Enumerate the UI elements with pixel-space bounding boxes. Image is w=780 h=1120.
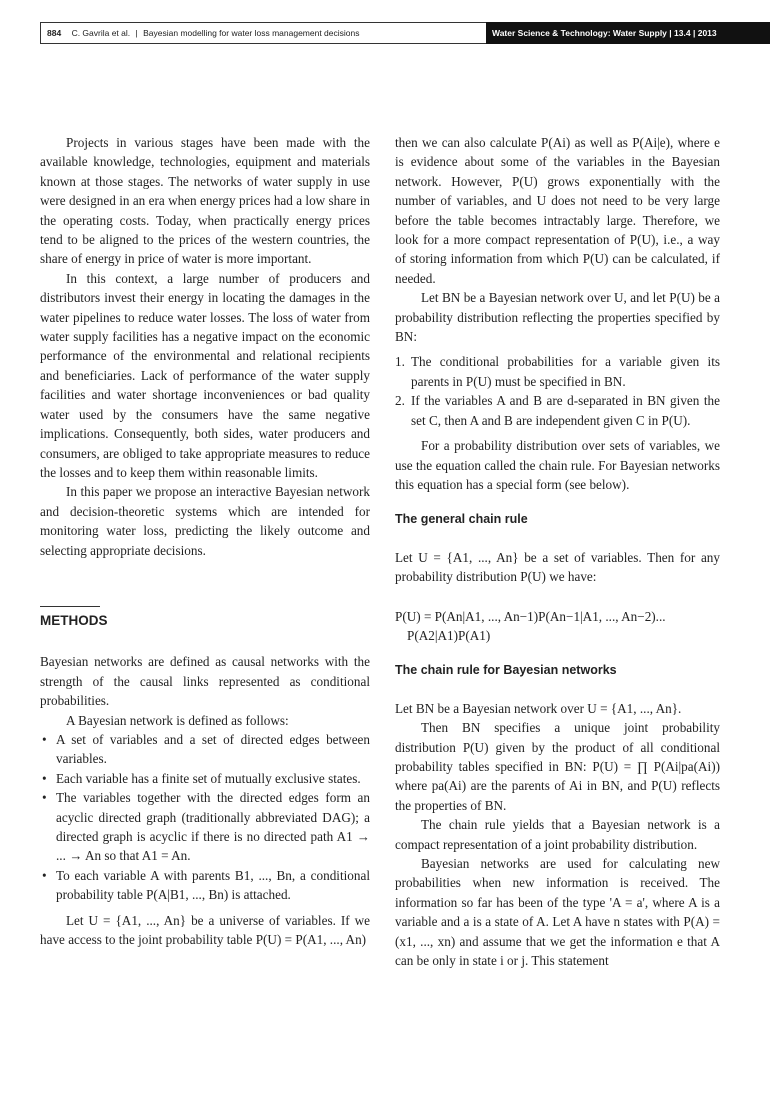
right-paragraph-7: The chain rule yields that a Bayesian network is a compact representation of a joint probability distribution.: [395, 817, 720, 852]
chain-rule-equation-line-1: P(U) = P(An|A1, ..., An−1)P(An−1|A1, ..., An−2)...: [395, 608, 666, 624]
definition-list: [40, 730, 370, 905]
general-chain-rule-heading: The general chain rule: [395, 512, 528, 527]
header-authors: C. Gavrila et al.: [71, 28, 131, 38]
right-paragraph-3: For a probability distribution over sets of variables, we use the equation called the chain rule. For Bayesian networks this equation has a special form (see below).: [395, 438, 720, 492]
left-column: [40, 133, 370, 949]
volume-issue: 13.4: [674, 28, 691, 38]
page-number: 884: [47, 28, 62, 38]
methods-paragraph-3: Let U = {A1, ..., An} be a universe of variables. If we have access to the joint probability table P(U) = P(A1, ..., An): [40, 912, 370, 948]
intro-paragraph-2: In this context, a large number of producers and distributors invest their energy in locating the damages in the water pipelines to reduce water losses. The loss of water from water supply facilities has a negative impact on the economic performance of the environmental and relational recipients and beneficiaries. Lack of performance of the water supply facilities and water shortage inconveniences or bad quality water used by the consumers have the same negative implications. Consequently, both sides, water producers and consumers, are obliged to take appropriate measures to reduce the losses and to keep them within reasonable limits.: [40, 270, 370, 480]
header-short-title: Bayesian modelling for water loss management decisions: [143, 28, 360, 38]
right-paragraph-5: Let BN be a Bayesian network over U = {A1, ..., An}.: [395, 700, 682, 716]
intro-paragraph-3: In this paper we propose an interactive Bayesian network and decision-theoretic systems which are intended for monitoring water loss, predicting the likely outcome and selecting appropriate decisions.: [40, 484, 370, 558]
methods-paragraph-2: A Bayesian network is defined as follows:: [66, 712, 289, 728]
right-column: [395, 133, 720, 970]
section-rule: [40, 606, 100, 607]
journal-banner: Water Science & Technology: Water Supply | 13.4 | 2013: [486, 22, 770, 44]
right-paragraph-8: Bayesian networks are used for calculating new probabilities when new information is received. The information so far has been of the type 'A = a', where A is a variable and a is a state of A. Let A have n states with P(A) = (x1, ..., xn) and assume that we get the information e that A can be only in state i or j. This statement: [395, 856, 720, 969]
bn-chain-rule-heading: The chain rule for Bayesian networks: [395, 663, 617, 678]
list-item: • To each variable A with parents B1, ..., Bn, a conditional probability table P(A|B1, ..., Bn) is attached.: [40, 866, 370, 905]
header-left-box: [40, 22, 486, 44]
list-item: 2. If the variables A and B are d-separated in BN given the set C, then A and B are independent given C in P(U).: [395, 393, 720, 428]
right-paragraph-4: Let U = {A1, ..., An} be a set of variables. Then for any probability distribution P(U) we have:: [395, 549, 720, 585]
right-paragraph-1: then we can also calculate P(Ai) as well as P(Ai|e), where e is evidence about some of the variables in the Bayesian network. However, P(U) grows exponentially with the number of variables, and U does not need to be very large before the table becomes intractably large. Therefore, we look for a more compact representation of P(U), i.e., a way of storing information from which P(U) can be calculated, if needed.: [395, 135, 720, 286]
right-paragraph-2: Let BN be a Bayesian network over U, and let P(U) be a probability distribution reflecting the properties specified by BN:: [395, 290, 720, 345]
chain-rule-equation-line-2: P(A2|A1)P(A1): [407, 627, 491, 643]
journal-name: Water Science & Technology: Water Supply: [492, 28, 667, 38]
list-item: • Each variable has a finite set of mutually exclusive states.: [40, 769, 370, 788]
header-separator: |: [135, 28, 138, 38]
journal-year: 2013: [697, 28, 717, 38]
list-item: • The variables together with the directed edges form an acyclic directed graph (traditionally abbreviated DAG); a directed graph is acyclic if there is no directed path A1 → ... → An so that A1 = An.: [40, 788, 370, 866]
methods-heading: METHODS: [40, 612, 108, 628]
intro-paragraph-1: Projects in various stages have been made with the available knowledge, technologies, equipment and materials known at those stages. The networks of water supply in use were designed in an era when energy prices had a low share in the operating costs. Today, when practically energy prices tend to be aligned to the prices of the western countries, the share of energy in price of water is more important.: [40, 135, 370, 267]
properties-list: [395, 352, 720, 430]
running-header: [40, 22, 730, 44]
right-paragraph-6: Then BN specifies a unique joint probability distribution P(U) given by the product of all conditional probability tables specified in BN: P(U) = ∏ P(Ai|pa(Ai)) where pa(Ai) are the parents of Ai in BN, and P(U) reflects the properties of BN.: [395, 720, 720, 813]
methods-paragraph-1: Bayesian networks are defined as causal networks with the strength of the causal links represented as conditional probabilities.: [40, 654, 370, 709]
list-item: 1. The conditional probabilities for a variable given its parents in P(U) must be specified in BN.: [395, 354, 720, 389]
list-item: • A set of variables and a set of directed edges between variables.: [40, 730, 370, 769]
